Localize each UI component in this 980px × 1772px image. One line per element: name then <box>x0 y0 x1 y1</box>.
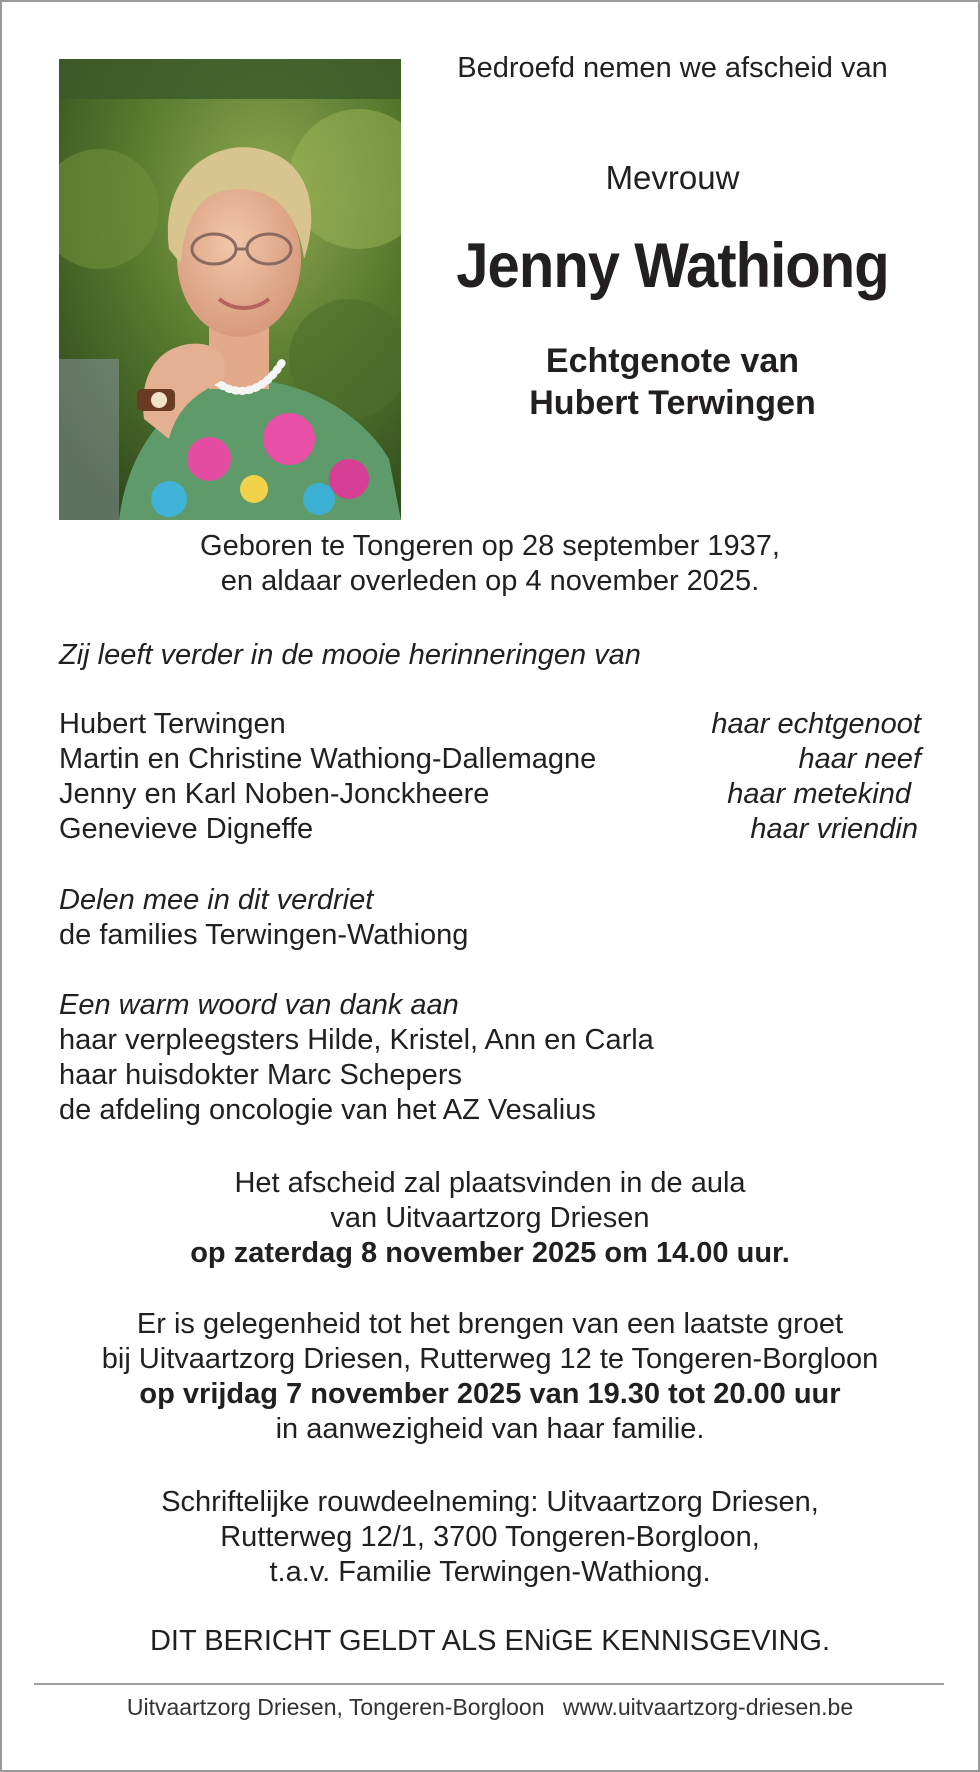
viewing-line-4: in aanwezigheid van haar familie. <box>275 1413 705 1445</box>
farewell-date: op zaterdag 8 november 2025 om 14.00 uur. <box>190 1237 790 1269</box>
grief-intro: Delen mee in dit verdriet <box>59 884 374 916</box>
family-row <box>59 707 921 742</box>
thanks-line: haar huisdokter Marc Schepers <box>59 1059 462 1091</box>
viewing-date: op vrijdag 7 november 2025 van 19.30 tot 20.00 uur <box>139 1378 841 1410</box>
family-row <box>59 742 921 777</box>
footer-company: Uitvaartzorg Driesen, Tongeren-Borgloon <box>126 1694 545 1720</box>
family-name: Martin en Christine Wathiong-Dallemagne <box>59 743 597 775</box>
farewell-block <box>30 1166 950 1271</box>
family-relation: haar metekind <box>727 778 911 810</box>
viewing-line-2: bij Uitvaartzorg Driesen, Rutterweg 12 te Tongeren-Borgloon <box>101 1343 879 1375</box>
spouse-line-2: Hubert Terwingen <box>529 384 816 422</box>
notice-text: DIT BERICHT GELDT ALS ENiGE KENNISGEVING. <box>149 1625 831 1657</box>
family-row <box>59 812 921 847</box>
thanks-intro: Een warm woord van dank aan <box>59 989 459 1021</box>
deceased-name: Jenny Wathiong <box>456 231 889 301</box>
birth-block <box>30 529 950 599</box>
family-name: Genevieve Digneffe <box>59 813 314 845</box>
spouse-line-1: Echtgenote van <box>545 342 800 380</box>
thanks-block <box>59 988 939 1128</box>
family-name: Jenny en Karl Noben-Jonckheere <box>59 778 490 810</box>
grief-block <box>59 883 939 953</box>
footer-website[interactable]: www.uitvaartzorg-driesen.be <box>562 1694 854 1720</box>
family-name: Hubert Terwingen <box>59 708 286 740</box>
viewing-line-1: Er is gelegenheid tot het brengen van een laatste groet <box>136 1308 844 1340</box>
family-relation: haar echtgenoot <box>711 708 921 740</box>
condolence-block <box>30 1485 950 1590</box>
footer <box>30 1694 950 1721</box>
condolence-line-3: t.a.v. Familie Terwingen-Wathiong. <box>269 1556 711 1588</box>
family-row <box>59 777 921 812</box>
salutation: Mevrouw <box>605 159 740 196</box>
thanks-line: haar verpleegsters Hilde, Kristel, Ann en Carla <box>59 1024 654 1056</box>
memories-intro: Zij leeft verder in de mooie herinneringen van <box>59 639 641 671</box>
farewell-line-2: van Uitvaartzorg Driesen <box>330 1202 650 1234</box>
condolence-line-2: Rutterweg 12/1, 3700 Tongeren-Borgloon, <box>220 1521 760 1553</box>
birth-line-2: en aldaar overleden op 4 november 2025. <box>220 565 760 597</box>
birth-line-1: Geboren te Tongeren op 28 september 1937, <box>200 530 780 562</box>
spouse-block <box>420 340 925 424</box>
thanks-line: de afdeling oncologie van het AZ Vesalius <box>59 1094 596 1126</box>
footer-divider <box>34 1683 944 1685</box>
farewell-line-1: Het afscheid zal plaatsvinden in de aula <box>234 1167 746 1199</box>
intro-text: Bedroefd nemen we afscheid van <box>457 52 888 84</box>
viewing-block <box>30 1307 950 1447</box>
condolence-line-1: Schriftelijke rouwdeelneming: Uitvaartzorg Driesen, <box>161 1486 819 1518</box>
grief-families: de families Terwingen-Wathiong <box>59 919 469 951</box>
family-relation: haar neef <box>798 743 921 775</box>
family-relation: haar vriendin <box>750 813 918 845</box>
portrait-photo <box>59 59 401 520</box>
